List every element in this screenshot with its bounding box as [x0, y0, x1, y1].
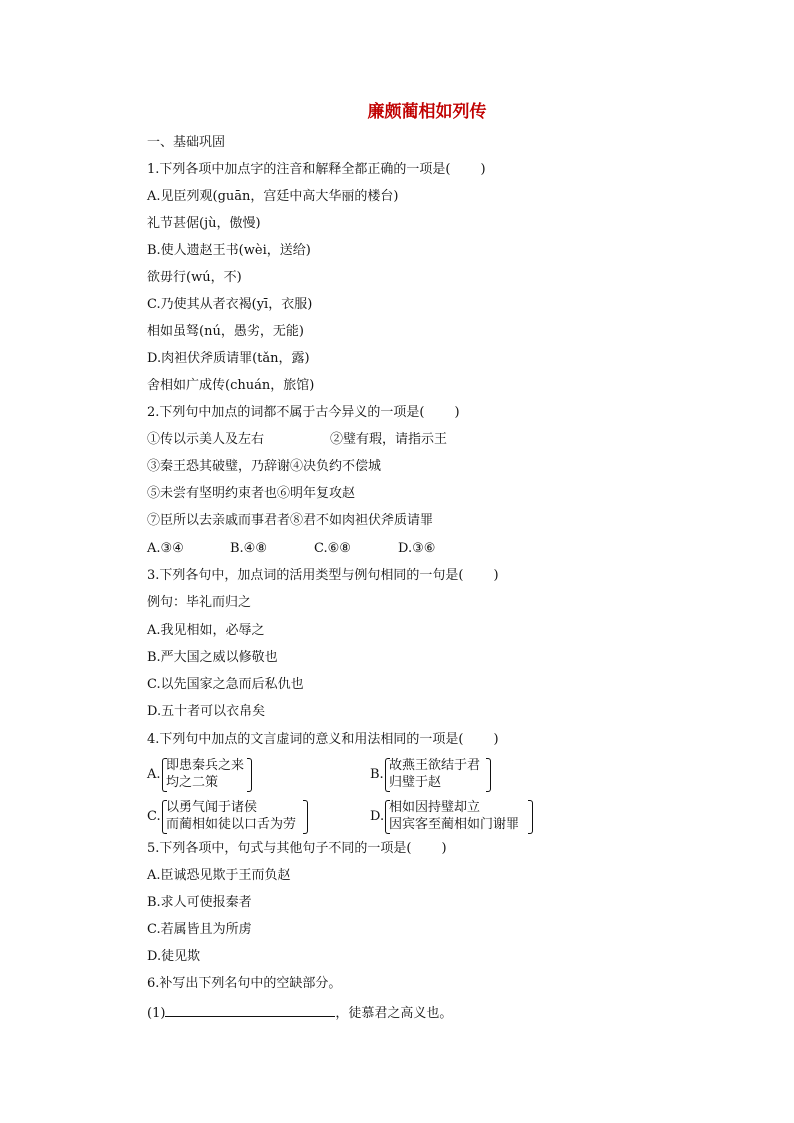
question-3-text: 3.下列各句中，加点词的活用类型与例句相同的一句是( [147, 568, 464, 583]
q6-item-1-number: (1) [147, 1006, 166, 1021]
q2-row-3: ⑤未尝有坚明约束者也⑥明年复攻赵 [147, 486, 356, 501]
question-4-text: 4.下列句中加点的文言虚词的意义和用法相同的一项是( [147, 732, 464, 747]
q2-row-4: ⑦臣所以去亲戚而事君者⑧君不如肉袒伏斧质请罪 [147, 513, 434, 528]
section-heading: 一、基础巩固 [147, 135, 226, 150]
q3-option-b: B.严大国之威以修敬也 [147, 650, 278, 665]
question-2-paren: ) [454, 405, 460, 420]
q4-option-d-right-brace [528, 800, 533, 834]
question-4-paren: ) [493, 732, 499, 747]
q3-option-a: A.我见相如，必辱之 [147, 623, 265, 638]
q5-option-c: C.若属皆且为所虏 [147, 922, 252, 937]
q4-option-b-right-brace [486, 758, 491, 792]
q2-option-d: D.③⑥ [398, 541, 436, 556]
q4-option-c-line1: 以勇气闻于诸侯 [166, 800, 258, 815]
question-1-stem [147, 162, 486, 178]
question-6-stem: 6.补写出下列名句中的空缺部分。 [147, 976, 342, 991]
q3-option-d: D.五十者可以衣帛矣 [147, 704, 266, 719]
question-5-text: 5.下列各项中，句式与其他句子不同的一项是( [147, 841, 412, 856]
q2-row-1b: ②璧有瑕，请指示王 [330, 432, 448, 447]
q4-option-b-line1: 故燕王欲结于君 [389, 758, 481, 773]
q4-option-a-line2: 均之二策 [166, 775, 219, 790]
q6-item-1-blank[interactable] [165, 1004, 335, 1017]
q4-option-b-label: B. [370, 767, 384, 782]
q4-option-c-line2: 而蔺相如徒以口舌为劳 [166, 817, 297, 832]
q1-option-b-line1: B.使人遗赵王书(wèi，送给) [147, 243, 311, 258]
q4-option-a-right-brace [247, 758, 252, 792]
q3-option-c: C.以先国家之急而后私仇也 [147, 677, 304, 692]
q2-option-c: C.⑥⑧ [314, 541, 351, 556]
q4-option-a-line1: 即患秦兵之来 [166, 758, 245, 773]
q2-option-a: A.③④ [147, 541, 184, 556]
q6-item-1-text: ，徒慕君之高义也。 [335, 1006, 453, 1021]
q2-row-2: ③秦王恐其破璧，乃辞谢④决负约不偿城 [147, 459, 382, 474]
q4-option-c-right-brace [303, 800, 308, 834]
q1-option-d-line2: 舍相如广成传(chuán，旅馆) [147, 378, 315, 393]
q4-option-b-line2: 归璧于赵 [389, 775, 442, 790]
q4-option-a-label: A. [147, 767, 161, 782]
question-1-text: 1.下列各项中加点字的注音和解释全都正确的一项是( [147, 162, 451, 177]
q1-option-b-line2: 欲毋行(wú，不) [147, 270, 242, 285]
question-5-stem [147, 841, 447, 857]
question-3-paren: ) [493, 568, 499, 583]
q5-option-d: D.徒见欺 [147, 949, 201, 964]
q1-option-a-line2: 礼节甚倨(jù，傲慢) [147, 216, 261, 231]
question-3-stem [147, 568, 499, 584]
q3-example: 例句：毕礼而归之 [147, 595, 252, 610]
q1-option-c-line1: C.乃使其从者衣褐(yī，衣服) [147, 297, 313, 312]
q6-item-1 [147, 1004, 452, 1022]
q4-option-d-label: D. [370, 809, 385, 824]
q1-option-d-line1: D.肉袒伏斧质请罪(tǎn，露) [147, 351, 310, 366]
q2-row-1a: ①传以示美人及左右 [147, 432, 265, 447]
q5-option-a: A.臣诚恐见欺于王而负赵 [147, 868, 291, 883]
question-5-paren: ) [441, 841, 447, 856]
q4-option-c-label: C. [147, 809, 161, 824]
q5-option-b: B.求人可使报秦者 [147, 895, 252, 910]
q2-option-b: B.④⑧ [230, 541, 267, 556]
question-4-stem [147, 732, 499, 748]
q4-option-d-line2: 因宾客至蔺相如门谢罪 [389, 817, 520, 832]
question-1-paren: ) [480, 162, 486, 177]
page-title: 廉颇蔺相如列传 [367, 102, 487, 122]
q1-option-c-line2: 相如虽驽(nú，愚劣，无能) [147, 324, 304, 339]
question-2-stem [147, 405, 460, 421]
q4-option-d-line1: 相如因持璧却立 [389, 800, 481, 815]
q1-option-a-line1: A.见臣列观(guān，宫廷中高大华丽的楼台) [147, 189, 399, 204]
question-2-text: 2.下列句中加点的词都不属于古今异义的一项是( [147, 405, 425, 420]
